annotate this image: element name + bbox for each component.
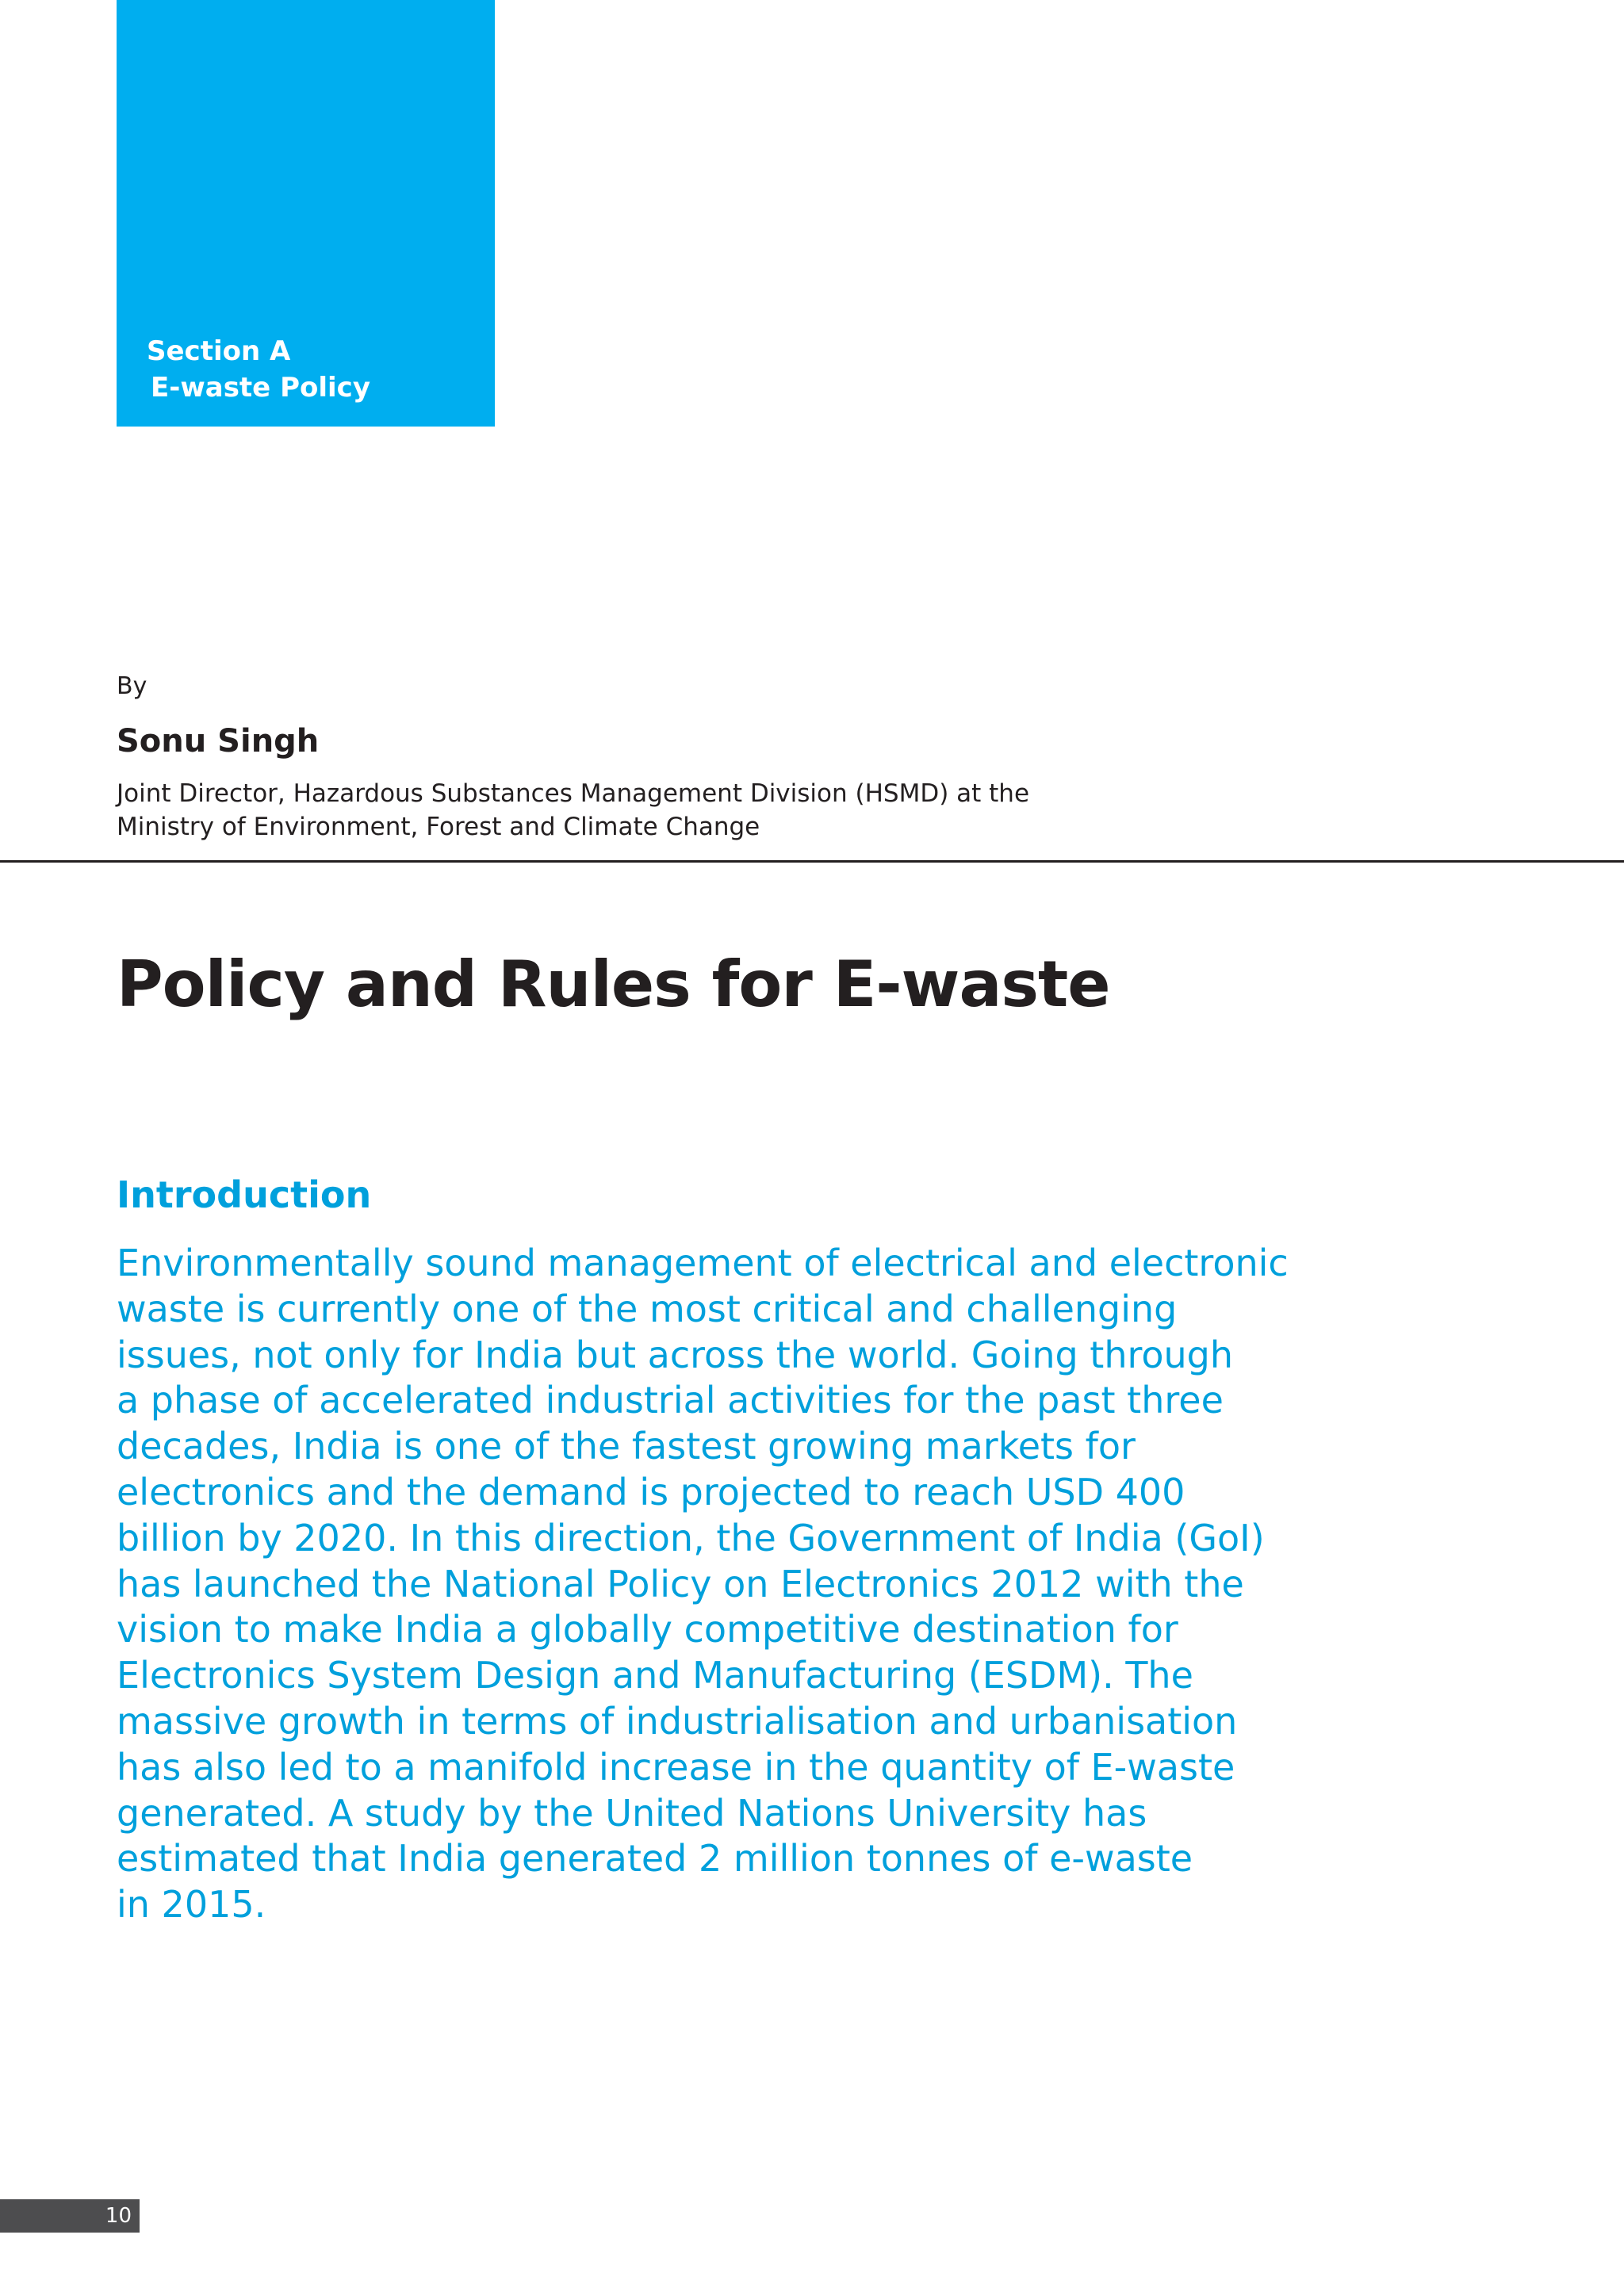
- intro-line: billion by 2020. In this direction, the Government of India (GoI): [117, 1516, 1265, 1559]
- intro-line: estimated that India generated 2 million tonnes of e-waste: [117, 1837, 1193, 1881]
- intro-heading: Introduction: [117, 1173, 372, 1216]
- horizontal-divider: [0, 860, 1624, 863]
- intro-paragraph: [117, 1241, 1289, 1928]
- intro-line: in 2015.: [117, 1883, 266, 1927]
- byline-prefix: By: [117, 672, 147, 700]
- intro-line: has launched the National Policy on Electronics 2012 with the: [117, 1562, 1244, 1605]
- intro-line: massive growth in terms of industrialisation and urbanisation: [117, 1699, 1238, 1743]
- affiliation-line: Ministry of Environment, Forest and Climate Change: [117, 813, 760, 841]
- section-number: Section A: [147, 335, 291, 367]
- article-title: Policy and Rules for E-waste: [117, 947, 1110, 1021]
- intro-line: a phase of accelerated industrial activities for the past three: [117, 1379, 1224, 1422]
- page-number: 10: [105, 2204, 132, 2228]
- intro-line: vision to make India a globally competitive destination for: [117, 1608, 1178, 1651]
- intro-line: Electronics System Design and Manufacturing (ESDM). The: [117, 1654, 1193, 1697]
- affiliation-line: Joint Director, Hazardous Substances Management Division (HSMD) at the: [117, 779, 1030, 808]
- intro-line: generated. A study by the United Nations University has: [117, 1791, 1147, 1835]
- page-number-box: [0, 2199, 140, 2233]
- intro-line: Environmentally sound management of electrical and electronic: [117, 1242, 1289, 1284]
- author-affiliation: [117, 777, 1029, 844]
- section-label: [147, 333, 370, 406]
- intro-line: electronics and the demand is projected to reach USD 400: [117, 1470, 1185, 1513]
- intro-line: has also led to a manifold increase in the quantity of E-waste: [117, 1745, 1235, 1789]
- section-banner: [117, 0, 495, 427]
- intro-line: issues, not only for India but across the world. Going through: [117, 1333, 1234, 1376]
- intro-line: waste is currently one of the most critical and challenging: [117, 1287, 1178, 1330]
- section-title: E-waste Policy: [151, 372, 370, 404]
- intro-line: decades, India is one of the fastest growing markets for: [117, 1425, 1136, 1468]
- author-name: Sonu Singh: [117, 723, 320, 760]
